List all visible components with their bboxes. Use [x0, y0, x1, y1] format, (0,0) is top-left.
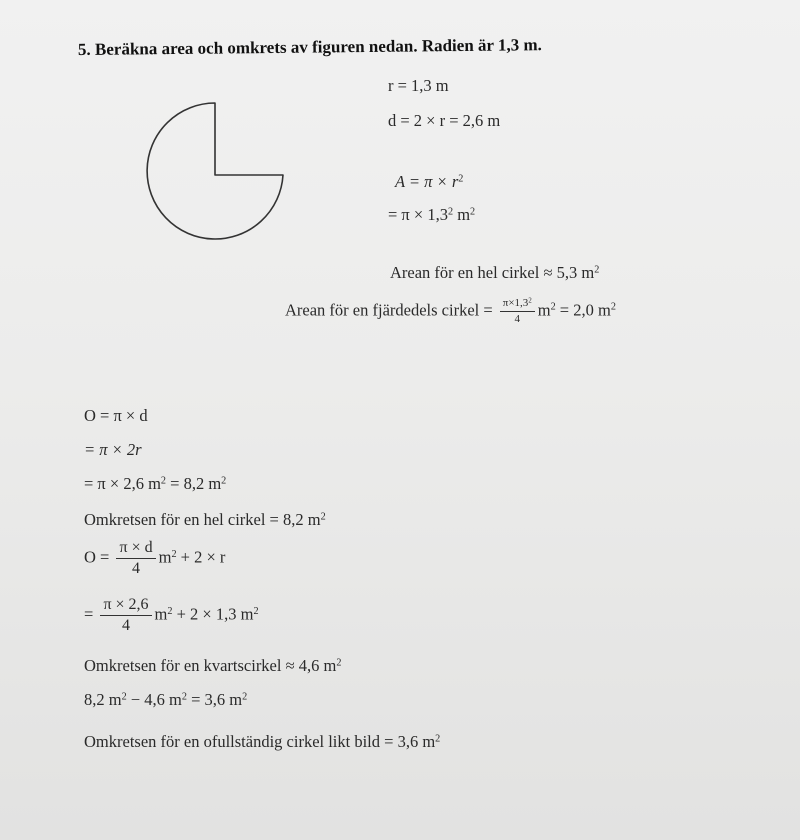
perimeter-difference-b-exponent: 2 — [181, 691, 187, 703]
area-formula-exponent: 2 — [458, 173, 464, 185]
quarter-area-unit-exponent: 2 — [550, 301, 556, 313]
quarter-perimeter-substitution-tail-exponent: 2 — [253, 605, 259, 617]
area-substitution-unit: m — [453, 205, 471, 224]
quarter-perimeter-unit-exponent: 2 — [171, 548, 177, 560]
quarter-perimeter-substitution-line — [84, 597, 259, 635]
quarter-perimeter-prefix: O = — [84, 547, 110, 567]
quarter-perimeter-substitution-denominator: 4 — [121, 616, 130, 634]
perimeter-difference-c: = 3,6 m — [186, 690, 243, 709]
quarter-area-numerator — [500, 298, 535, 312]
quarter-perimeter-formula-line — [84, 540, 225, 578]
quarter-area-result: = 2,0 m — [555, 300, 611, 320]
quarter-perimeter-substitution-tail: + 2 × 1,3 m — [172, 604, 254, 624]
three-quarter-circle-figure — [140, 98, 300, 258]
quarter-perimeter-tail: + 2 × r — [176, 547, 226, 567]
perimeter-difference-a-exponent: 2 — [121, 691, 127, 703]
quarter-circle-perimeter-line — [84, 656, 341, 676]
perimeter-difference-c-exponent: 2 — [242, 691, 248, 703]
perimeter-line-3a: = π × 2,6 m — [84, 474, 161, 493]
area-substitution: = π × 1,3 — [388, 205, 448, 224]
quarter-perimeter-substitution-numerator: π × 2,6 — [100, 597, 151, 616]
whole-circle-area-line — [390, 263, 599, 283]
quarter-area-unit: m — [537, 300, 551, 320]
quarter-perimeter-substitution-unit-exponent: 2 — [167, 605, 173, 617]
quarter-perimeter-fraction — [116, 540, 155, 578]
perimeter-line-3b: = 8,2 m — [166, 474, 222, 493]
quarter-perimeter-substitution-unit: m — [154, 604, 168, 624]
quarter-perimeter-numerator: π × d — [116, 540, 155, 559]
radius-line: r = 1,3 m — [388, 76, 449, 95]
quarter-area-numerator-text: π×1,3 — [502, 297, 529, 309]
whole-circle-area-exponent: 2 — [594, 264, 600, 276]
perimeter-difference-a: 8,2 m — [84, 690, 122, 709]
quarter-circle-perimeter-exponent: 2 — [336, 657, 342, 669]
final-perimeter-exponent: 2 — [435, 733, 441, 745]
quarter-perimeter-denominator: 4 — [132, 559, 141, 577]
area-formula: A = π × r — [395, 172, 459, 191]
quarter-perimeter-unit: m — [158, 547, 172, 567]
area-formula-line — [395, 172, 463, 192]
quarter-area-label: Arean för en fjärdedels cirkel = — [285, 300, 493, 320]
perimeter-line-3b-exponent: 2 — [221, 475, 227, 487]
quarter-perimeter-substitution-fraction — [100, 597, 151, 635]
perimeter-line-2: = π × 2r — [84, 440, 142, 459]
whole-circle-perimeter: Omkretsen för en hel cirkel = 8,2 m — [84, 510, 321, 529]
perimeter-formula-line: O = π × d — [84, 406, 148, 425]
whole-circle-perimeter-line — [84, 510, 326, 530]
quarter-area-result-exponent: 2 — [610, 301, 616, 313]
quarter-area-numerator-exponent: 2 — [528, 297, 532, 305]
diameter-line: d = 2 × r = 2,6 m — [388, 111, 501, 130]
final-perimeter-line — [84, 732, 440, 752]
whole-circle-perimeter-exponent: 2 — [320, 511, 326, 523]
perimeter-difference-line — [84, 690, 247, 710]
quarter-area-denominator: 4 — [514, 312, 520, 325]
area-substitution-unit-exponent: 2 — [470, 206, 476, 218]
area-substitution-line — [388, 205, 475, 225]
quarter-circle-perimeter: Omkretsen för en kvartscirkel ≈ 4,6 m — [84, 656, 337, 675]
whole-circle-area: Arean för en hel cirkel ≈ 5,3 m — [390, 263, 595, 282]
area-substitution-exponent: 2 — [447, 206, 454, 218]
perimeter-difference-b: − 4,6 m — [126, 690, 182, 709]
final-perimeter: Omkretsen för en ofullständig cirkel likt bild = 3,6 m — [84, 732, 436, 751]
perimeter-line-3a-exponent: 2 — [160, 475, 167, 487]
quarter-perimeter-substitution-prefix: = — [84, 604, 94, 624]
quarter-area-fraction — [500, 298, 535, 325]
quarter-circle-area-line — [285, 298, 616, 325]
perimeter-line-3 — [84, 474, 226, 494]
question-title: 5. Beräkna area och omkrets av figuren nedan. Radien är 1,3 m. — [77, 35, 542, 59]
